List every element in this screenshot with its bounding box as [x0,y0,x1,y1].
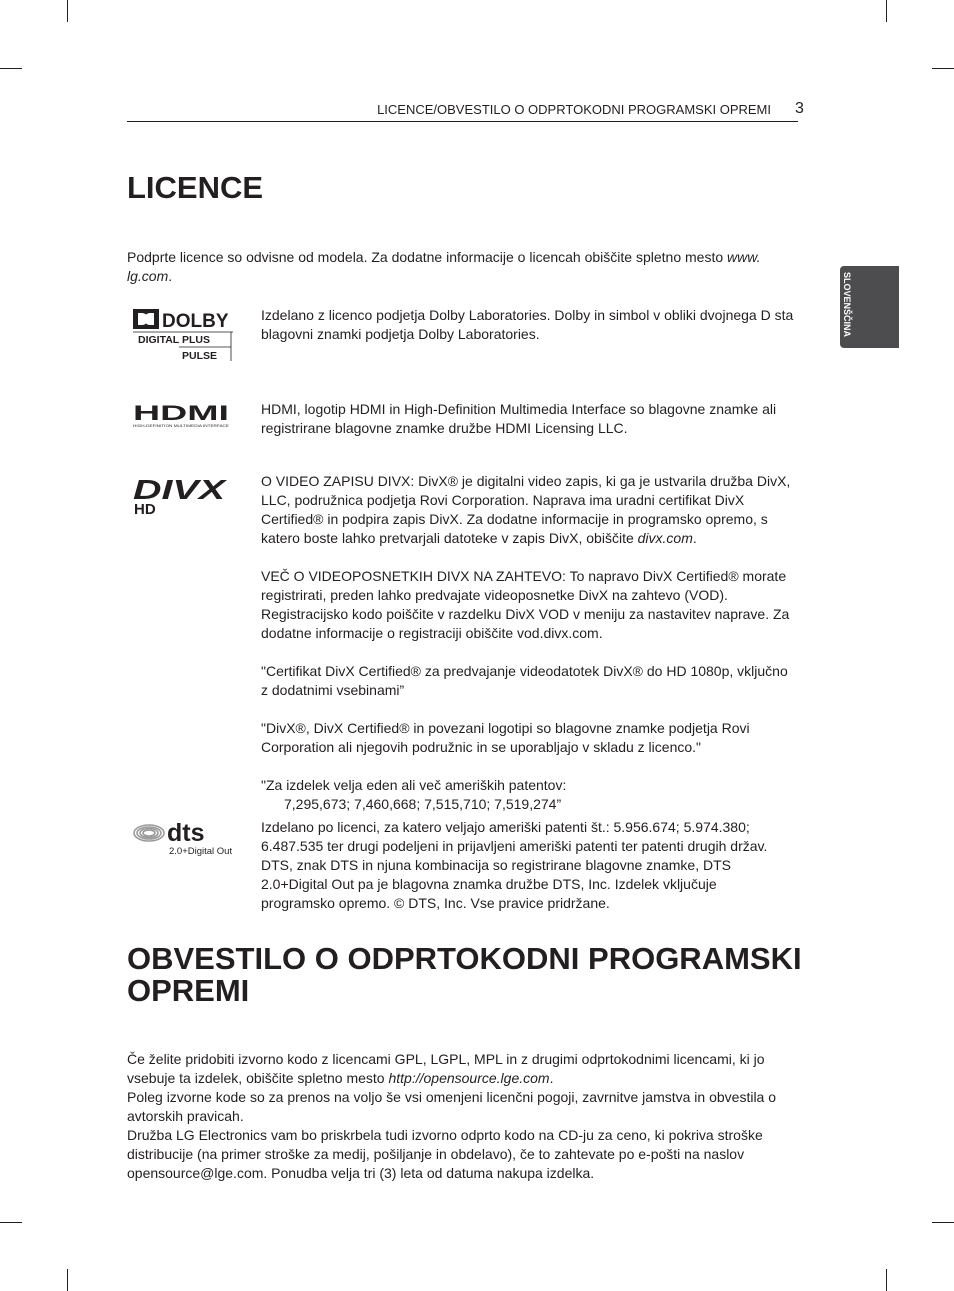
open-source-p2: Poleg izvorne kode so za prenos na voljo še vsi omenjeni licenčni pogoji, zavrnitve jamstva in obvestila o avtorskih pravicah. [127,1089,777,1124]
licence-intro: Podprte licence so odvisne od modela. Za dodatne informacije o licencah obiščite spletno mesto www. lg.com. [127,249,761,284]
crop-mark [67,1269,68,1291]
language-tab-label: SLOVENŠČINA [842,272,852,338]
dts-logo [133,820,235,860]
crop-mark [0,1222,22,1223]
page-number: 3 [795,100,804,117]
crop-mark [932,68,954,69]
divx-about-text: O VIDEO ZAPISU DIVX: DivX® je digitalni video zapis, ki ga je ustvarila družba DivX, LLC, podružnica podjetja Rovi Corporation. Naprava ima uradni certifikat DivX Certified® in podpira zapis DivX. Za dodatne informacije in programsko opremo, s katero boste lahko pretvarjali datoteke v zapis DivX, obiščite divx.com. [261,473,791,546]
licence-heading: LICENCE [127,170,264,205]
lg-link-continued[interactable]: lg.com [127,268,169,284]
crop-mark [886,0,887,22]
dts-digital-out-text: 2.0+Digital Out [169,846,233,857]
hdmi-licence-text: HDMI, logotip HDMI in High-Definition Multimedia Interface so blagovne znamke ali registrirane blagovne znamke družbe HDMI Licensing LLC. [261,401,777,436]
dolby-digital-plus-text: DIGITAL PLUS [138,334,210,346]
divx-patent-numbers: 7,295,673; 7,460,668; 7,515,710; 7,519,274” [284,796,562,812]
hdmi-logo [133,403,233,429]
crop-mark [0,68,22,69]
dolby-logo [133,309,235,364]
crop-mark [932,1222,954,1223]
hdmi-subtitle: HIGH-DEFINITION MULTIMEDIA INTERFACE [133,423,230,428]
open-source-p1: Če želite pridobiti izvorno kodo z licencami GPL, LGPL, MPL in z drugimi odprtokodnimi licencami, ki jo vsebuje ta izdelek, obiščite spletno mesto http://opensource.lge.com. [127,1051,765,1086]
divx-vod-text: VEČ O VIDEOPOSNETKIH DIVX NA ZAHTEVO: To napravo DivX Certified® morate registrirati, preden lahko predvajate videoposnetke DivX na zahtevo (VOD). Registracijsko kodo poiščite v razdelku DivX VOD v meniju za nastavitev naprave. Za dodatne informacije o registraciji obiščite vod.divx.com. [261,568,790,641]
dts-licence-text: Izdelano po licenci, za katero veljajo ameriški patenti št.: 5.956.674; 5.974.380; 6.487.535 ter drugi podeljeni in prijavljeni ameriški patenti ter patenti drugih držav. DTS, znak DTS in njuna kombinacija so registrirane blagovne znamke, DTS 2.0+Digital Out pa je blagovna znamka družbe DTS, Inc. Izdelek vključuje programsko opremo. © DTS, Inc. Vse pravice pridržane. [261,819,768,911]
dolby-pulse-text: PULSE [182,350,218,362]
dolby-wordmark: DOLBY [162,311,229,332]
language-tab [840,266,899,348]
opensource-link[interactable]: http://opensource.lge.com [388,1070,550,1086]
divx-link[interactable]: divx.com [637,530,693,546]
crop-mark [886,1269,887,1291]
crop-mark [67,0,68,22]
running-header: LICENCE/OBVESTILO O ODPRTOKODNI PROGRAMSKI OPREMI [377,102,771,117]
hdmi-wordmark: HDMI [133,403,229,425]
dts-wordmark: dts [167,820,205,847]
divx-certified-text: "Certifikat DivX Certified® za predvajanje videodatotek DivX® do HD 1080p, vključno z dodatnimi vsebinami” [261,663,788,698]
dolby-licence-text: Izdelano z licenco podjetja Dolby Laboratories. Dolby in simbol v obliki dvojnega D sta blagovni znamki podjetja Dolby Laboratories. [261,307,794,342]
divx-wordmark: DIVX [133,475,229,505]
header-divider [127,121,798,122]
lg-link[interactable]: www. [727,249,761,265]
divx-patents-text: "Za izdelek velja eden ali več ameriških patentov: 7,295,673; 7,460,668; 7,515,710; 7,519,274” [261,776,798,814]
open-source-heading: OBVESTILO O ODPRTOKODNI PROGRAMSKI OPREMI [127,941,802,1008]
divx-hd-logo [133,475,235,517]
open-source-p3: Družba LG Electronics vam bo priskrbela tudi izvorno odprto kodo na CD-ju za ceno, ki pokriva stroške distribucije (na primer stroške za medij, pošiljanje in obdelavo), če to zahtevate po e-pošti na naslov opensource@lge.com. Ponudba velja tri (3) leta od datuma nakupa izdelka. [127,1127,763,1181]
divx-trademark-text: "DivX®, DivX Certified® in povezani logotipi so blagovne znamke podjetja Rovi Corporation ali njegovih podružnic in se uporabljajo v skladu z licenco." [261,720,750,755]
divx-hd-text: HD [134,501,156,517]
